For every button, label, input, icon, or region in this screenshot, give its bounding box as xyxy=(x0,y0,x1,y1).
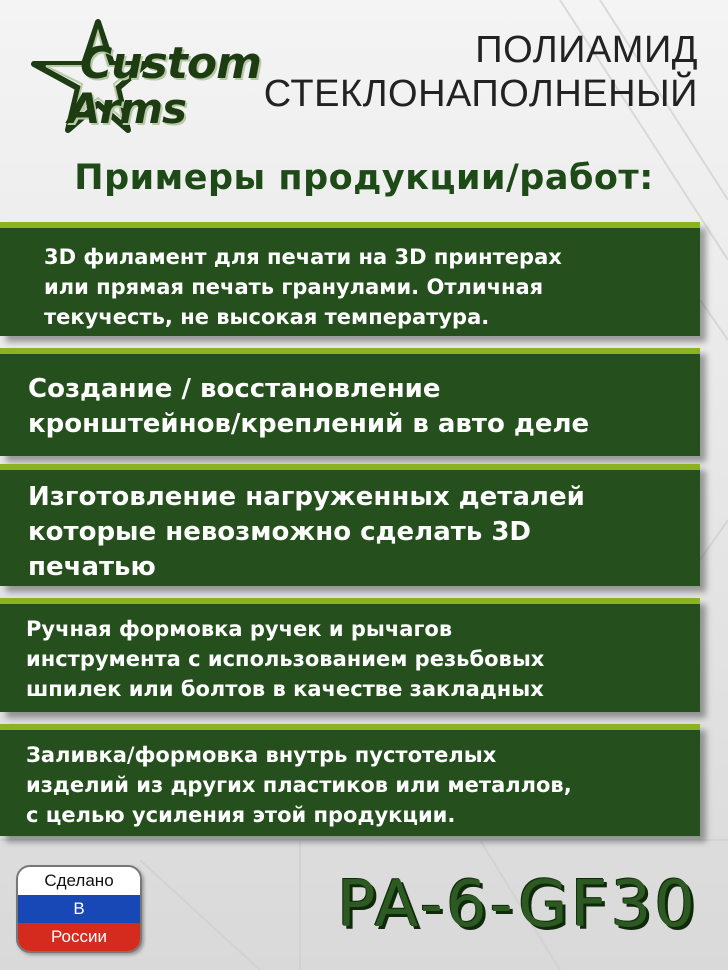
item-line: которые невозможно сделать 3D xyxy=(28,517,532,547)
item-line: инструмента с использованием резьбовых xyxy=(26,647,545,671)
example-item-2 xyxy=(0,348,700,456)
logo-text-arms: Arms xyxy=(68,84,186,133)
examples-subtitle: Примеры продукции/работ: xyxy=(74,158,654,198)
badge-line-3: России xyxy=(18,923,140,951)
custom-arms-logo xyxy=(28,18,278,138)
item-line: с целью усиления этой продукции. xyxy=(26,803,456,827)
item-line: кронштейнов/креплений в авто деле xyxy=(28,409,590,439)
item-line: Ручная формовка ручек и рычагов xyxy=(26,617,453,641)
material-code: PA-6-GF30 xyxy=(337,868,698,942)
item-line: изделий из других пластиков или металлов, xyxy=(26,773,572,797)
example-item-3 xyxy=(0,464,700,586)
example-item-1-text xyxy=(44,242,562,332)
example-item-1 xyxy=(0,222,700,336)
badge-line-2: В xyxy=(18,895,140,923)
item-line: Изготовление нагруженных деталей xyxy=(28,482,585,512)
example-item-4 xyxy=(0,598,700,712)
example-item-4-text xyxy=(26,614,544,704)
heading-line-2: СТЕКЛОНАПОЛНЕНЫЙ xyxy=(263,73,698,115)
item-line: Создание / восстановление xyxy=(28,374,441,404)
example-item-5 xyxy=(0,724,700,836)
item-line: печатью xyxy=(28,552,156,582)
example-item-3-text xyxy=(28,480,585,585)
logo-text-custom: Custom xyxy=(80,38,261,89)
product-heading xyxy=(264,28,698,116)
item-line: 3D филамент для печати на 3D принтерах xyxy=(44,245,562,269)
item-line: или прямая печать гранулами. Отличная xyxy=(44,275,544,299)
example-item-2-text xyxy=(28,372,589,442)
item-line: шпилек или болтов в качестве закладных xyxy=(26,677,544,701)
badge-line-1: Сделано xyxy=(18,867,140,895)
heading-line-1: ПОЛИАМИД xyxy=(475,29,698,71)
made-in-russia-badge xyxy=(16,865,142,953)
item-line: текучесть, не высокая температура. xyxy=(44,305,490,329)
item-line: Заливка/формовка внутрь пустотелых xyxy=(26,743,497,767)
example-item-5-text xyxy=(26,740,572,830)
